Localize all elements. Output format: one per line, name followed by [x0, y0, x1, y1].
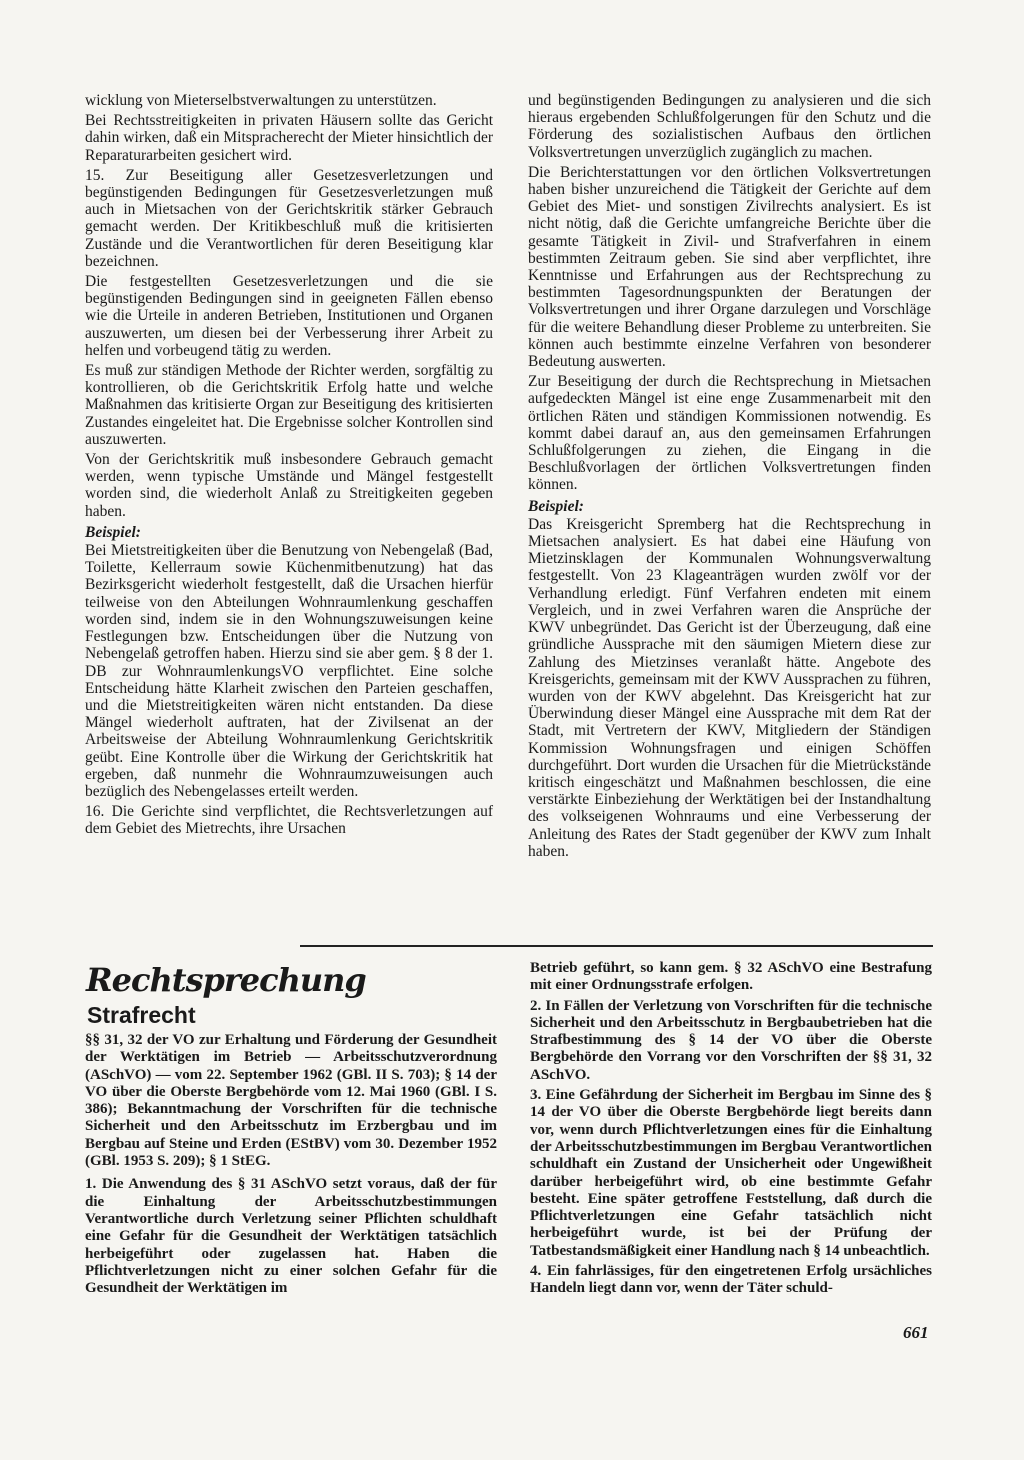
paragraph: 16. Die Gerichte sind verpflichtet, die Rechtsverletzungen auf dem Gebiet des Mietrechts, ihre Ursachen: [85, 803, 493, 838]
paragraph: 3. Eine Gefährdung der Sicherheit im Bergbau im Sinne des § 14 der VO über die Oberste Bergbehörde liegt bereits dann vor, wenn durch Pflichtverletzungen eines für die Einhaltung der Arbeitsschutzbestimmungen im Bergbau Verantwortlichen schuldhaft ein Zustand der Unsicherheit oder Ungewißheit darüber herbeigeführt wird, ob eine bestimmte Gefahr besteht. Eine später getroffene Feststellung, daß durch die Pflichtverletzungen eine Gefahr tatsächlich nicht herbeigeführt wurde, ist bei der Prüfung der Tatbestandsmäßigkeit einer Handlung nach § 14 unbeachtlich.: [530, 1087, 932, 1259]
example-label: Beispiel:: [528, 497, 584, 515]
paragraph: Die Berichterstattungen vor den örtlichen Volksvertretungen haben bisher unzureichend die Tätigkeit der Gerichte auf dem Gebiet des Miet- und sonstigen Zivilrechts analysiert. Es ist nicht nötig, daß die Gerichte umfangreiche Berichte über die gesamte Tätigkeit in Zivil- und Strafverfahren in einem bestimmten Zeitraum geben. Sie sind aber verpflichtet, ihre Kenntnisse und Erfahrungen aus der Rechtsprechung zu bestimmten Tagesordnungspunkten der Beratungen der Volksvertretungen und ihrer Organe darzulegen und Vorschläge für die weitere Behandlung dieser Probleme zu unterbreiten. Sie können auch bestimmte einzelne Verfahren von besonderer Bedeutung auswerten.: [528, 163, 931, 371]
paragraph: und begünstigenden Bedingungen zu analysieren und die sich hieraus ergebenden Schlußfolgerungen für den Schutz und die Förderung des sozialistischen Aufbaus den örtlichen Volksvertretungen unverzüglich zugänglich zu machen.: [528, 92, 931, 161]
paragraph: Von der Gerichtskritik muß insbesondere Gebrauch gemacht werden, wenn typische Umstände und Mängel festgestellt worden sind, die wiederholt Anlaß zu Streitigkeiten gegeben haben.: [85, 451, 493, 520]
top-right-column: [528, 92, 931, 863]
paragraph: Bei Mietstreitigkeiten über die Benutzung von Nebengelaß (Bad, Toilette, Kellerraum sowie Küchenmitbenutzung) hat das Bezirksgericht wiederholt festgestellt, daß die Ursachen hierfür teilweise von den Abteilungen Wohnraumlenkung geschaffen worden sind, indem sie in den Wohnungszuweisungen keine Festlegungen bzw. Entscheidungen über die Nutzung von Nebengelaß getroffen haben. Hierzu sind sie aber gem. § 8 der 1. DB zur WohnraumlenkungsVO verpflichtet. Eine solche Entscheidung hätte Klarheit zwischen den Parteien geschaffen, und die Mietstreitigkeiten wären nicht entstanden. Da diese Mängel wiederholt auftraten, hat der Zivilsenat an der Arbeitsweise der Abteilung Wohnraumlenkung Gerichtskritik geübt. Eine Kontrolle über die Wirkung der Gerichtskritik hat ergeben, daß nunmehr die Wohnraumzuweisungen auch bezüglich des Nebengelasses erteilt werden.: [85, 542, 493, 800]
paragraph: Bei Rechtsstreitigkeiten in privaten Häusern sollte das Gericht dahin wirken, daß ein Mitspracherecht der Mieter hinsichtlich der Reparaturarbeiten gesichert wird.: [85, 112, 493, 164]
subsection-heading: Strafrecht: [87, 1002, 196, 1028]
page-number: 661: [903, 1323, 929, 1342]
section-divider: [300, 945, 933, 947]
paragraph: wicklung von Mieterselbstverwaltungen zu unterstützen.: [85, 92, 437, 109]
bottom-left-column: [85, 1032, 497, 1300]
example-label: Beispiel:: [85, 523, 141, 541]
paragraph: Die festgestellten Gesetzesverletzungen und die sie begünstigenden Bedingungen sind in geeigneten Fällen ebenso wie die Urteile in anderen Betrieben, Institutionen und Organen auszuwerten, um diesen bei der Verbesserung ihrer Arbeit zu helfen und vorbeugend tätig zu werden.: [85, 273, 493, 359]
paragraph: 1. Die Anwendung des § 31 ASchVO setzt voraus, daß der für die Einhaltung der Arbeitsschutzbestimmungen Verantwortliche durch Verletzung seiner Pflichten schuldhaft eine Gefahr für die Gesundheit der Werktätigen tatsächlich herbeigeführt oder zugelassen hat. Haben die Pflichtverletzungen nicht zu einer solchen Gefahr für die Gesundheit der Werktätigen im: [85, 1176, 497, 1297]
legal-citation: §§ 31, 32 der VO zur Erhaltung und Förderung der Gesundheit der Werktätigen im Betrieb — Arbeitsschutzverordnung (ASchVO) — vom 22. September 1962 (GBl. II S. 703); § 14 der VO über die Oberste Bergbehörde vom 12. Mai 1960 (GBl. I S. 386); Bekanntmachung der Vorschriften für die technische Sicherheit und den Arbeitsschutz im Erzbergbau und im Bergbau auf Steine und Erden (EStBV) vom 30. Dezember 1952 (GBl. 1953 S. 209); § 1 StEG.: [85, 1032, 497, 1170]
paragraph: Zur Beseitigung der durch die Rechtsprechung in Mietsachen aufgedeckten Mängel ist eine enge Zusammenarbeit mit den örtlichen Räten und ständigen Kommissionen notwendig. Es kommt dabei darauf an, aus den gemeinsamen Erfahrungen Schlußfolgerungen zu ziehen, die Eingang in die Beschlußvorlagen der örtlichen Volksvertretungen finden können.: [528, 373, 931, 494]
section-heading: Rechtsprechung: [86, 961, 366, 999]
paragraph: 4. Ein fahrlässiges, für den eingetretenen Erfolg ursächliches Handeln liegt dann vor, wenn der Täter schuld-: [530, 1263, 932, 1297]
paragraph: Es muß zur ständigen Methode der Richter werden, sorgfältig zu kontrollieren, ob die Gerichtskritik Erfolg hatte und welche Maßnahmen das kritisierte Organ zur Beseitigung des kritisierten Zustandes eingeleitet hat. Die Ergebnisse solcher Kontrollen sind auszuwerten.: [85, 362, 493, 448]
paragraph: 2. In Fällen der Verletzung von Vorschriften für die technische Sicherheit und den Arbeitsschutz in Bergbaubetrieben hat die Strafbestimmung des § 14 der VO über die Oberste Bergbehörde den Vorrang vor den Vorschriften der §§ 31, 32 ASchVO.: [530, 997, 932, 1083]
paragraph: Betrieb geführt, so kann gem. § 32 ASchVO eine Bestrafung mit einer Ordnungsstrafe erfolgen.: [530, 960, 932, 994]
bottom-right-column: [530, 960, 932, 1301]
paragraph: Das Kreisgericht Spremberg hat die Rechtsprechung in Mietsachen analysiert. Es hat dabei eine Häufung von Mietzinsklagen der Kommunalen Wohnungsverwaltung festgestellt. Von 23 Klageanträgen wurden zwölf vor der Verhandlung erledigt. Fünf Verfahren endeten mit einem Vergleich, und in zwei Verfahren waren die Ansprüche der KWV unbegründet. Das Gericht ist der Überzeugung, daß eine gründliche Aussprache mit den säumigen Mietern diese zur Zahlung des Mietzinses veranlaßt hätte. Angebote des Kreisgerichts, gemeinsam mit der KWV Aussprachen zu führen, wurden von der KWV abgelehnt. Das Kreisgericht hat zur Überwindung dieser Mängel eine Aussprache mit dem Rat der Stadt, mit Vertretern der KWV, Mitgliedern der Ständigen Kommission Wohnungsfragen und einigen Schöffen durchgeführt. Dort wurden die Ursachen für die Mietrückstände kritisch eingeschätzt und Maßnahmen beschlossen, die eine verstärkte Einbeziehung der Werktätigen bei der Instandhaltung des volkseigenen Wohnraums und eine Verbesserung der Anleitung des Rates der Stadt gegenüber der KWV zum Inhalt haben.: [528, 515, 931, 860]
paragraph: 15. Zur Beseitigung aller Gesetzesverletzungen und begünstigenden Bedingungen für Gesetzesverletzungen muß auch in Mietsachen von der Gerichtskritik stärker Gebrauch gemacht werden. Der Kritikbeschluß muß die kritisierten Zustände und die Verantwortlichen für deren Beseitigung klar bezeichnen.: [85, 166, 493, 270]
top-left-column: [85, 92, 493, 841]
